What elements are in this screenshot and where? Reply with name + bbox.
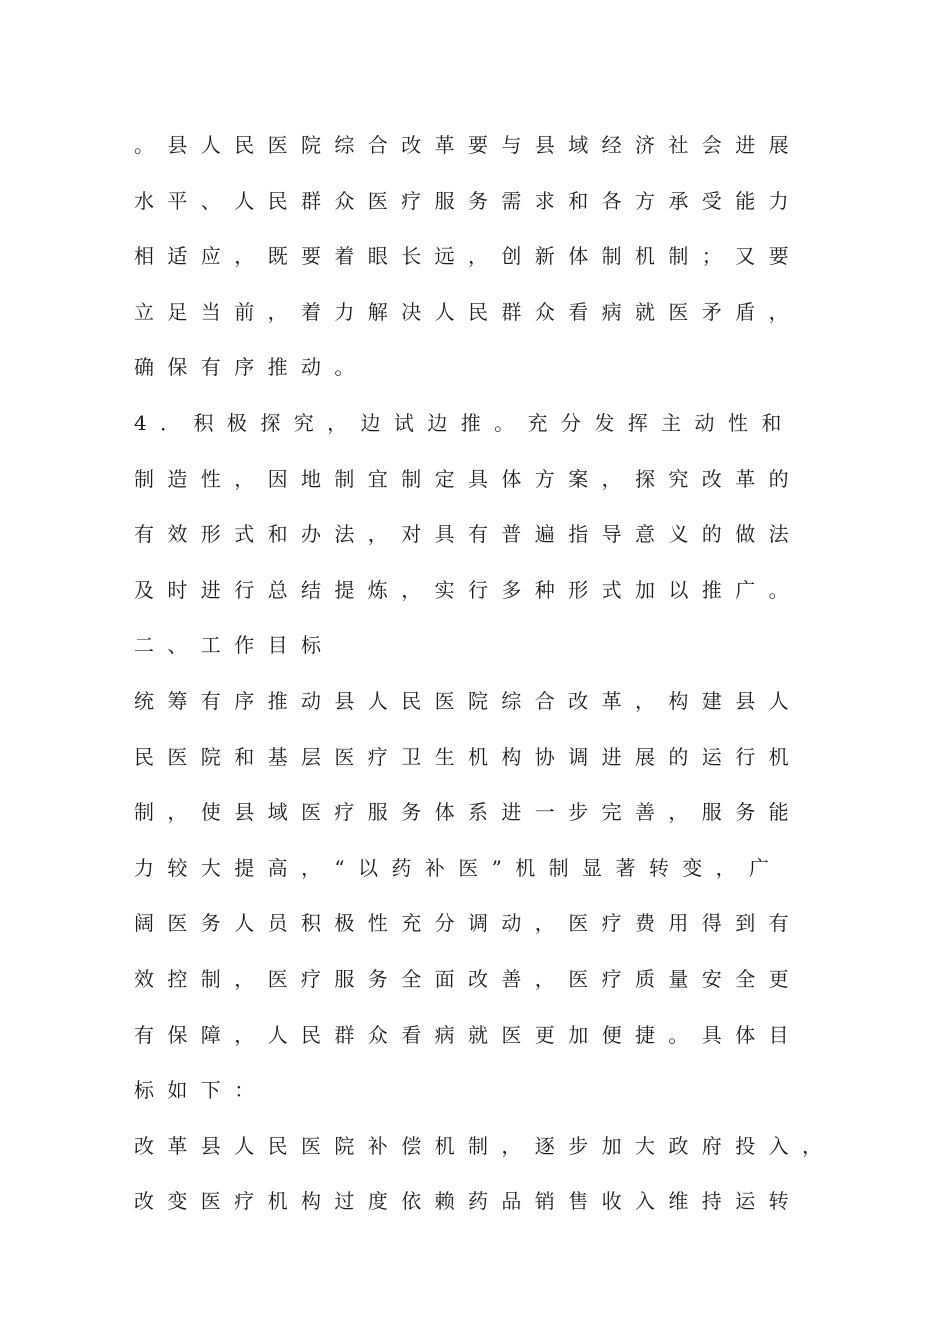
text-line: 有保障，人民群众看病就医更加便捷。具体目 — [134, 1023, 802, 1047]
text-line: 力较大提高，“以药补医”机制显著转变，广 — [134, 856, 783, 880]
text-line: 制造性，因地制宜制定具体方案，探究改革的 — [134, 467, 802, 491]
text-line: 改革县人民医院补偿机制，逐步加大政府投入， — [134, 1134, 836, 1158]
text-line: 水平、人民群众医疗服务需求和各方承受能力 — [134, 189, 802, 213]
text-line: 4．积极探究，边试边推。充分发挥主动性和 — [134, 411, 795, 435]
text-line: 确保有序推动。 — [134, 355, 368, 379]
text-line: 标如下： — [134, 1078, 268, 1102]
text-line: 阔医务人员积极性充分调动，医疗费用得到有 — [134, 911, 802, 935]
text-line: 有效形式和办法，对具有普遍指导意义的做法 — [134, 522, 802, 546]
text-line: 效控制，医疗服务全面改善，医疗质量安全更 — [134, 967, 802, 991]
text-line: 制，使县域医疗服务体系进一步完善，服务能 — [134, 800, 802, 824]
section-heading: 二、工作目标 — [134, 633, 335, 657]
text-line: 统筹有序推动县人民医院综合改革，构建县人 — [134, 689, 802, 713]
text-line: 。县人民医院综合改革要与县域经济社会进展 — [134, 133, 802, 157]
text-line: 立足当前，着力解决人民群众看病就医矛盾， — [134, 300, 802, 324]
text-line: 相适应，既要着眼长远，创新体制机制；又要 — [134, 244, 802, 268]
text-line: 及时进行总结提炼，实行多种形式加以推广。 — [134, 578, 802, 602]
text-line: 民医院和基层医疗卫生机构协调进展的运行机 — [134, 745, 802, 769]
text-line: 改变医疗机构过度依赖药品销售收入维持运转 — [134, 1189, 802, 1213]
